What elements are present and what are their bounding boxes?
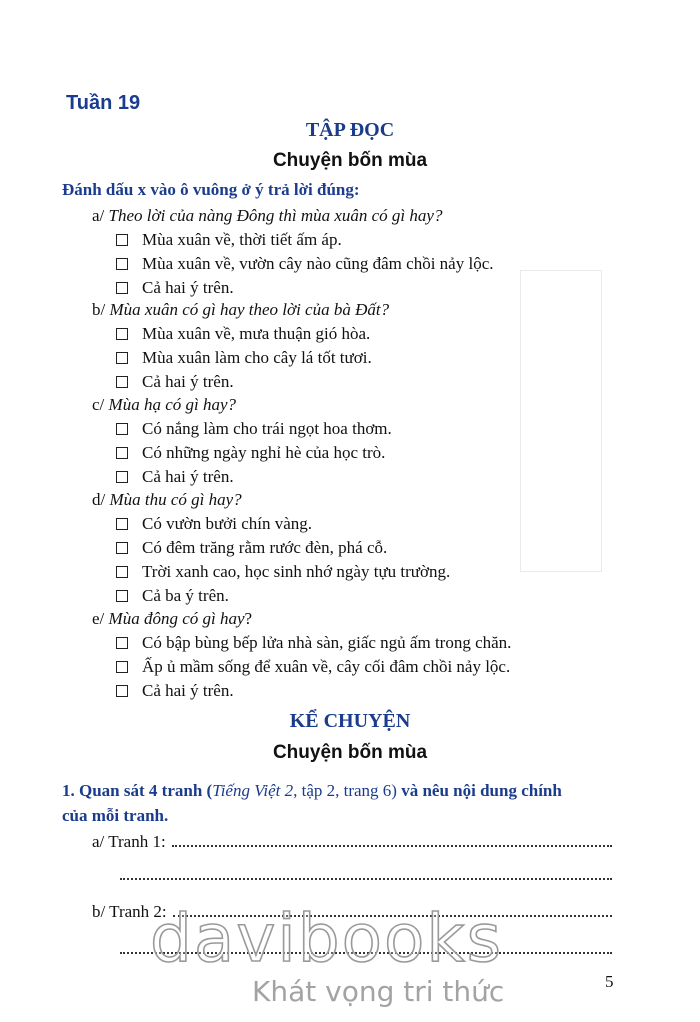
option-row[interactable] xyxy=(116,443,385,463)
watermark-brand: davibooks xyxy=(150,900,503,977)
task-instruction xyxy=(62,778,622,828)
book-ref: , tập 2, trang 6) xyxy=(293,781,397,800)
checkbox[interactable] xyxy=(116,423,128,435)
question-c xyxy=(92,395,236,415)
book-title: Tiếng Việt 2 xyxy=(212,781,294,800)
option-text: Cả hai ý trên. xyxy=(142,278,234,297)
task-text: của mỗi tranh. xyxy=(62,806,169,825)
bleed-through xyxy=(520,270,602,572)
picture-label: a/ Tranh 1: xyxy=(92,832,166,851)
option-text: Có bập bùng bếp lửa nhà sàn, giấc ngủ ấm trong chăn. xyxy=(142,633,512,652)
question-text: Theo lời của nàng Đông thì mùa xuân có gì hay? xyxy=(108,206,443,225)
checkbox[interactable] xyxy=(116,328,128,340)
question-label: a/ xyxy=(92,206,105,225)
option-text: Cả hai ý trên. xyxy=(142,372,234,391)
option-row[interactable] xyxy=(116,324,370,344)
question-text: Mùa hạ có gì hay? xyxy=(108,395,237,414)
option-row[interactable] xyxy=(116,230,342,250)
reading-section-title: TẬP ĐỌC xyxy=(305,119,395,141)
question-mark: ? xyxy=(244,609,253,628)
option-text: Có vườn bưởi chín vàng. xyxy=(142,514,313,533)
option-row[interactable] xyxy=(116,419,392,439)
storytelling-story-title: Chuyện bốn mùa xyxy=(272,742,428,763)
answer-line[interactable] xyxy=(120,866,612,880)
question-label: d/ xyxy=(92,490,106,509)
page-number: 5 xyxy=(605,972,614,991)
checkbox[interactable] xyxy=(116,447,128,459)
question-d xyxy=(92,490,242,510)
option-text: Mùa xuân làm cho cây lá tốt tươi. xyxy=(142,348,372,367)
option-row[interactable] xyxy=(116,514,312,534)
dotted-line[interactable] xyxy=(172,833,612,847)
option-text: Có đêm trăng rằm rước đèn, phá cỗ. xyxy=(142,538,388,557)
option-text: Có nắng làm cho trái ngọt hoa thơm. xyxy=(142,419,392,438)
checkbox[interactable] xyxy=(116,352,128,364)
question-b xyxy=(92,300,389,320)
option-text: Cả hai ý trên. xyxy=(142,467,234,486)
question-text: Mùa thu có gì hay? xyxy=(109,490,242,509)
checkbox[interactable] xyxy=(116,542,128,554)
option-row[interactable] xyxy=(116,348,372,368)
option-text: Có những ngày nghỉ hè của học trò. xyxy=(142,443,386,462)
checkbox[interactable] xyxy=(116,376,128,388)
checkbox[interactable] xyxy=(116,282,128,294)
question-label: b/ xyxy=(92,300,106,319)
option-text: Mùa xuân về, mưa thuận gió hòa. xyxy=(142,324,371,343)
option-row[interactable] xyxy=(116,633,511,653)
option-text: Mùa xuân về, thời tiết ấm áp. xyxy=(142,230,342,249)
watermark-slogan: Khát vọng tri thức xyxy=(252,975,505,1008)
question-e xyxy=(92,609,252,629)
question-label: c/ xyxy=(92,395,105,414)
picture-label: b/ Tranh 2: xyxy=(92,902,167,921)
option-row[interactable] xyxy=(116,467,234,487)
checkbox[interactable] xyxy=(116,518,128,530)
option-row[interactable] xyxy=(116,681,234,701)
option-row[interactable] xyxy=(116,278,234,298)
checkbox[interactable] xyxy=(116,471,128,483)
reading-story-title: Chuyện bốn mùa xyxy=(272,150,428,171)
option-text: Ấp ủ mầm sống để xuân về, cây cối đâm chồi nảy lộc. xyxy=(142,657,511,676)
option-row[interactable] xyxy=(116,657,510,677)
checkbox[interactable] xyxy=(116,661,128,673)
instruction: Đánh dấu x vào ô vuông ở ý trả lời đúng: xyxy=(62,180,360,199)
task-text: 1. Quan sát 4 tranh ( xyxy=(62,781,213,800)
checkbox[interactable] xyxy=(116,234,128,246)
answer-line-picture-1[interactable] xyxy=(92,832,612,852)
checkbox[interactable] xyxy=(116,566,128,578)
option-row[interactable] xyxy=(116,586,229,606)
checkbox[interactable] xyxy=(116,685,128,697)
question-label: e/ xyxy=(92,609,105,628)
option-row[interactable] xyxy=(116,538,387,558)
option-text: Mùa xuân về, vườn cây nào cũng đâm chồi nảy lộc. xyxy=(142,254,494,273)
question-text: Mùa đông có gì hay xyxy=(108,609,245,628)
option-row[interactable] xyxy=(116,372,234,392)
dotted-line[interactable] xyxy=(120,866,612,880)
checkbox[interactable] xyxy=(116,258,128,270)
option-text: Cả hai ý trên. xyxy=(142,681,234,700)
week-label: Tuần 19 xyxy=(66,92,141,114)
storytelling-section-title: KỂ CHUYỆN xyxy=(289,710,411,732)
option-text: Cả ba ý trên. xyxy=(142,586,229,605)
option-row[interactable] xyxy=(116,254,494,274)
question-a xyxy=(92,206,442,226)
option-text: Trời xanh cao, học sinh nhớ ngày tựu trường. xyxy=(142,562,451,581)
task-text: và nêu nội dung chính xyxy=(396,781,562,800)
checkbox[interactable] xyxy=(116,637,128,649)
checkbox[interactable] xyxy=(116,590,128,602)
question-text: Mùa xuân có gì hay theo lời của bà Đất? xyxy=(109,300,390,319)
option-row[interactable] xyxy=(116,562,450,582)
